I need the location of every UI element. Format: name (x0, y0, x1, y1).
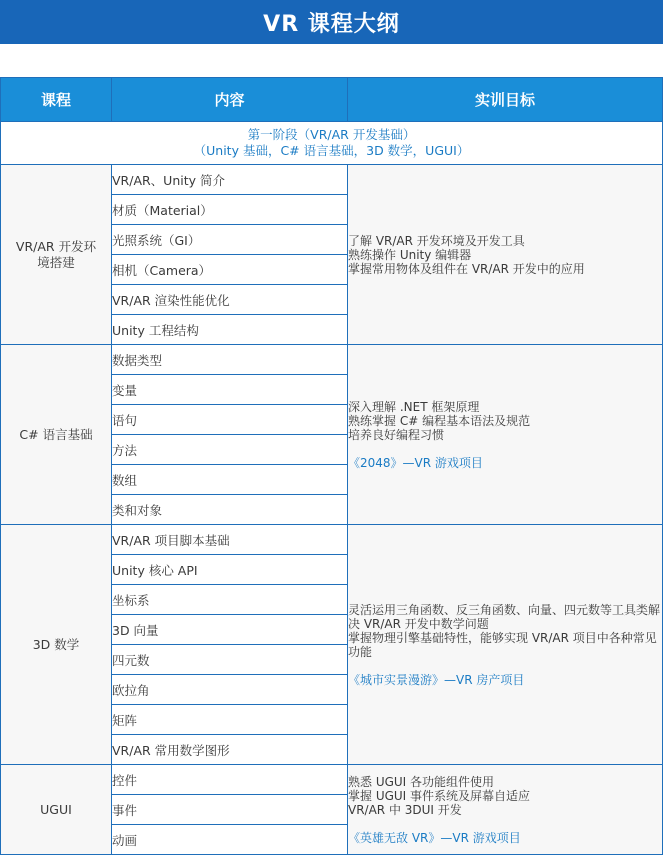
course-name: UGUI (1, 765, 112, 855)
content-item: 欧拉角 (112, 675, 348, 705)
content-item: 类和对象 (112, 495, 348, 525)
table-row (1, 165, 663, 195)
content-item: 相机（Camera） (112, 255, 348, 285)
course-name: 3D 数学 (1, 525, 112, 765)
goal-line: 掌握常用物体及组件在 VR/AR 开发中的应用 (348, 261, 585, 276)
content-item: 动画 (112, 825, 348, 855)
content-item: 数据类型 (112, 345, 348, 375)
phase-cell (1, 122, 663, 165)
table-row (1, 345, 663, 375)
header-goal: 实训目标 (348, 78, 663, 122)
goal-line: 熟练操作 Unity 编辑器 (348, 247, 472, 262)
content-item: 变量 (112, 375, 348, 405)
goal-line: 掌握物理引擎基础特性，能够实现 VR/AR 项目中各种常见功能 (348, 630, 657, 659)
project-name: 《城市实景漫游》—VR 房产项目 (348, 672, 525, 687)
table-row (1, 765, 663, 795)
content-item: VR/AR、Unity 简介 (112, 165, 348, 195)
content-item: 事件 (112, 795, 348, 825)
goal-line: 灵活运用三角函数、反三角函数、向量、四元数等工具类解决 VR/AR 开发中数学问题 (348, 602, 661, 631)
page-title: VR 课程大纲 (263, 11, 400, 37)
goal-line: 熟练掌握 C# 编程基本语法及规范 (348, 413, 531, 428)
content-item: 材质（Material） (112, 195, 348, 225)
course-name: C# 语言基础 (1, 345, 112, 525)
phase-subjects: （Unity 基础，C# 语言基础，3D 数学，UGUI） (193, 143, 470, 158)
content-item: VR/AR 渲染性能优化 (112, 285, 348, 315)
goal-line: 掌握 UGUI 事件系统及屏幕自适应 (348, 788, 531, 803)
header-content: 内容 (112, 78, 348, 122)
content-item: 矩阵 (112, 705, 348, 735)
goal-line: 熟悉 UGUI 各功能组件使用 (348, 774, 495, 789)
goal-line: 了解 VR/AR 开发环境及开发工具 (348, 233, 525, 248)
course-name-text: VR/AR 开发环境搭建 (15, 238, 97, 270)
content-item: Unity 核心 API (112, 555, 348, 585)
content-item: 四元数 (112, 645, 348, 675)
goal-cell (348, 525, 663, 765)
page-title-banner (0, 0, 663, 44)
content-item: 数组 (112, 465, 348, 495)
content-item: 坐标系 (112, 585, 348, 615)
table-header-row (1, 78, 663, 122)
goal-cell (348, 765, 663, 855)
content-item: 方法 (112, 435, 348, 465)
course-name (1, 165, 112, 345)
content-item: 光照系统（GI） (112, 225, 348, 255)
content-item: Unity 工程结构 (112, 315, 348, 345)
goal-cell (348, 345, 663, 525)
table-row (1, 525, 663, 555)
content-item: VR/AR 常用数学图形 (112, 735, 348, 765)
header-course: 课程 (1, 78, 112, 122)
project-name: 《英雄无敌 VR》—VR 游戏项目 (348, 830, 521, 845)
goal-line: 深入理解 .NET 框架原理 (348, 399, 480, 414)
content-item: 语句 (112, 405, 348, 435)
phase-row (1, 122, 663, 165)
project-name: 《2048》—VR 游戏项目 (348, 455, 483, 470)
goal-line: 培养良好编程习惯 (348, 427, 445, 442)
content-item: 3D 向量 (112, 615, 348, 645)
content-item: 控件 (112, 765, 348, 795)
phase-title: 第一阶段（VR/AR 开发基础） (247, 127, 416, 142)
goal-line: VR/AR 中 3DUI 开发 (348, 802, 462, 817)
goal-cell (348, 165, 663, 345)
content-item: VR/AR 项目脚本基础 (112, 525, 348, 555)
syllabus-table (0, 77, 663, 855)
